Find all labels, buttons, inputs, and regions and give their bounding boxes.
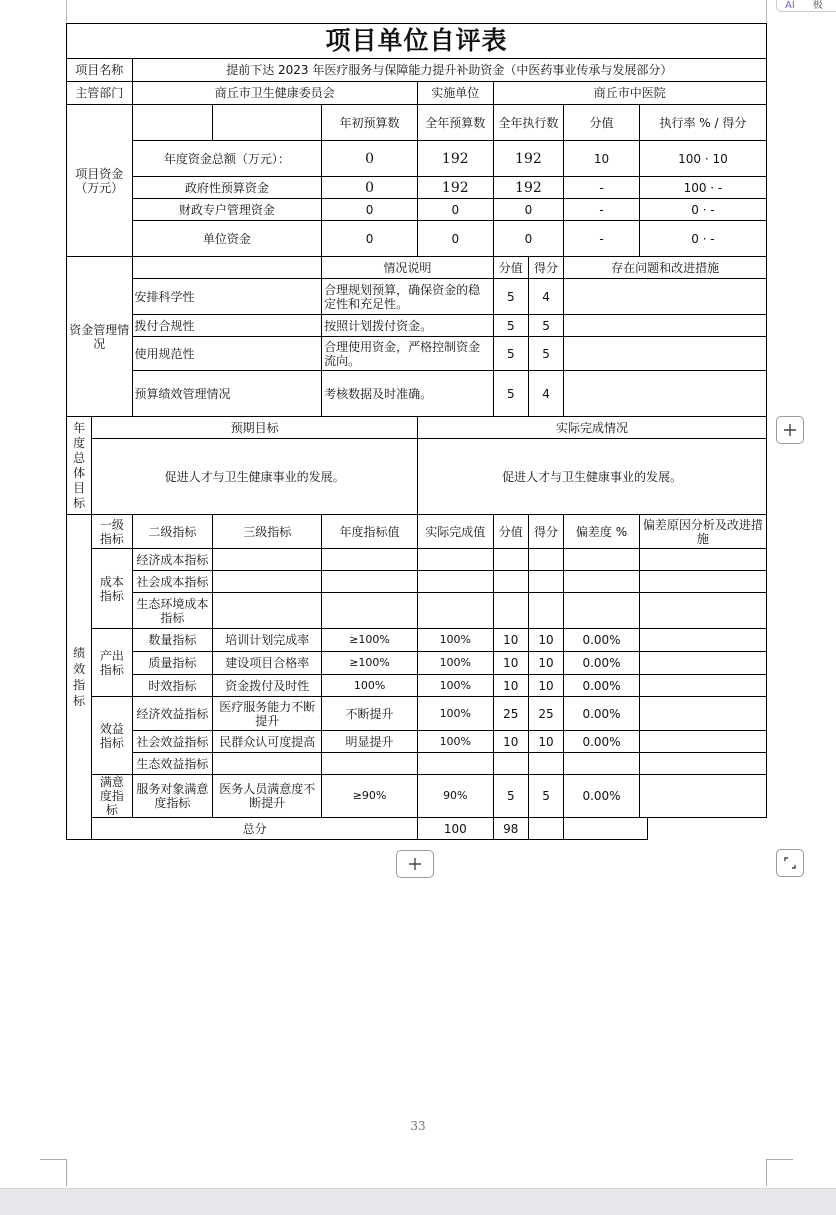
funds-row-executed: 192	[493, 177, 564, 199]
funds-label: 项目资金（万元）	[67, 105, 133, 257]
funds-header-rate: 执行率 %	[659, 115, 711, 130]
perf-row-l3	[213, 753, 322, 775]
perf-row-actual	[417, 549, 493, 571]
impl-unit-label: 实施单位	[417, 82, 493, 105]
funds-row-score-value: -	[564, 177, 640, 199]
funds-row-rate-score: 0 · -	[639, 199, 766, 221]
mgmt-row-issue	[564, 279, 767, 315]
perf-row-value: 10	[493, 629, 528, 652]
mgmt-row-name: 预算绩效管理情况	[132, 371, 322, 417]
page-number: 33	[410, 1119, 426, 1133]
perf-row-l3	[213, 549, 322, 571]
project-name-value: 提前下达 2023 年医疗服务与保障能力提升补助资金（中医药事业传承与发展部分）	[132, 59, 766, 82]
mgmt-header-score: 得分	[528, 257, 563, 279]
goals-expected-label: 预期目标	[92, 417, 418, 439]
perf-satisfaction-label: 满意度指标	[92, 775, 132, 818]
perf-row-actual: 100%	[417, 675, 493, 697]
page-edge-right	[766, 0, 767, 22]
total-score: 98	[493, 818, 528, 840]
funds-row-initial: 0	[322, 199, 418, 221]
funds-row-executed: 0	[493, 199, 564, 221]
add-row-button[interactable]	[776, 416, 804, 444]
mgmt-row-value: 5	[493, 371, 528, 417]
perf-label: 绩效指标	[67, 515, 92, 840]
ai-toolbar-chip[interactable]	[776, 0, 836, 12]
funds-row-score: 10	[712, 151, 728, 166]
funds-row-score: -	[717, 180, 723, 195]
funds-row-rate-score: 100 · -	[639, 177, 766, 199]
goals-actual-text: 促进人才与卫生健康事业的发展。	[417, 439, 766, 515]
perf-row-reason	[639, 675, 766, 697]
perf-row-actual: 90%	[417, 775, 493, 818]
perf-row-l3: 资金拨付及时性	[213, 675, 322, 697]
perf-row-score: 10	[528, 731, 563, 753]
funds-row-rate: 0	[691, 231, 699, 246]
funds-row-executed: 192	[493, 141, 564, 177]
funds-row-executed: 0	[493, 221, 564, 257]
perf-row-l2: 生态环境成本指标	[132, 593, 213, 629]
table-title: 项目单位自评表	[67, 24, 767, 59]
funds-header-executed: 全年执行数	[493, 105, 564, 141]
perf-row-deviation: 0.00%	[564, 731, 640, 753]
funds-header-rate-score: 执行率 % / 得分	[639, 105, 766, 141]
perf-row-value: 10	[493, 675, 528, 697]
mgmt-row-score: 4	[528, 279, 563, 315]
perf-row-value: 10	[493, 652, 528, 675]
perf-row-score	[528, 753, 563, 775]
perf-header-reason: 偏差原因分析及改进措施	[639, 515, 766, 549]
perf-row-value	[493, 593, 528, 629]
page-edge-left	[66, 0, 67, 22]
perf-row-l2: 服务对象满意度指标	[132, 775, 213, 818]
perf-row-value: 5	[493, 775, 528, 818]
perf-row-actual	[417, 593, 493, 629]
perf-row-l3	[213, 571, 322, 593]
funds-header-score: 得分	[722, 115, 747, 130]
perf-row-reason	[639, 652, 766, 675]
mgmt-row-score: 4	[528, 371, 563, 417]
perf-row-deviation	[564, 571, 640, 593]
table-resize-handle[interactable]	[776, 849, 804, 877]
mgmt-row-name: 使用规范性	[132, 337, 322, 371]
perf-row-deviation: 0.00%	[564, 652, 640, 675]
perf-row-target: 100%	[322, 675, 418, 697]
mgmt-row-name: 安排科学性	[132, 279, 322, 315]
total-blank	[528, 818, 563, 840]
perf-row-score: 10	[528, 675, 563, 697]
funds-header-initial: 年初预算数	[322, 105, 418, 141]
mgmt-row-desc: 合理规划预算，确保资金的稳定性和充足性。	[322, 279, 493, 315]
perf-row-actual	[417, 571, 493, 593]
mgmt-row-issue	[564, 337, 767, 371]
perf-header-l1: 一级指标	[92, 515, 132, 549]
funds-row-name: 政府性预算资金	[132, 177, 322, 199]
perf-row-reason	[639, 629, 766, 652]
resize-corner-icon	[783, 856, 797, 870]
perf-row-deviation	[564, 593, 640, 629]
goals-actual-label: 实际完成情况	[417, 417, 766, 439]
goals-label: 年度总体目标	[67, 417, 92, 515]
mgmt-row-issue	[564, 315, 767, 337]
total-label: 总分	[92, 818, 418, 840]
perf-row-reason	[639, 697, 766, 731]
funds-blank-header	[132, 105, 213, 141]
perf-row-actual: 100%	[417, 652, 493, 675]
perf-header-l3: 三级指标	[213, 515, 322, 549]
perf-header-deviation: 偏差度 %	[564, 515, 640, 549]
perf-row-l3	[213, 593, 322, 629]
goals-expected-text: 促进人才与卫生健康事业的发展。	[92, 439, 418, 515]
perf-row-value: 25	[493, 697, 528, 731]
perf-row-score: 10	[528, 652, 563, 675]
perf-row-actual: 100%	[417, 629, 493, 652]
funds-row-rate: 0	[691, 202, 699, 217]
funds-row-score-value: 10	[564, 141, 640, 177]
funds-header-spacer	[213, 105, 322, 141]
perf-output-label: 产出指标	[92, 629, 132, 697]
funds-header-score-value: 分值	[564, 105, 640, 141]
perf-row-score: 25	[528, 697, 563, 731]
page-corner-mark-right	[766, 1159, 793, 1186]
mgmt-header-desc: 情况说明	[322, 257, 493, 279]
authority-value: 商丘市卫生健康委员会	[132, 82, 417, 105]
total-blank-2	[564, 818, 648, 840]
funds-row-name: 年度资金总额（万元）：	[132, 141, 322, 177]
total-value: 100	[417, 818, 493, 840]
perf-row-reason	[639, 593, 766, 629]
perf-row-target: ≥100%	[322, 629, 418, 652]
perf-row-deviation	[564, 753, 640, 775]
funds-row-rate: 100	[678, 151, 701, 166]
perf-row-deviation: 0.00%	[564, 697, 640, 731]
perf-row-l2: 社会效益指标	[132, 731, 213, 753]
funds-row-rate: 100	[683, 180, 707, 195]
mgmt-row-score: 5	[528, 337, 563, 371]
funds-row-annual: 0	[417, 199, 493, 221]
mgmt-row-desc: 按照计划拨付资金。	[322, 315, 493, 337]
perf-row-l3: 医疗服务能力不断提升	[213, 697, 322, 731]
perf-header-score: 得分	[528, 515, 563, 549]
funds-header-annual: 全年预算数	[417, 105, 493, 141]
mgmt-header-blank	[132, 257, 322, 279]
perf-row-score	[528, 571, 563, 593]
mgmt-row-desc: 考核数据及时准确。	[322, 371, 493, 417]
perf-row-score: 5	[528, 775, 563, 818]
perf-row-score: 10	[528, 629, 563, 652]
impl-unit-value: 商丘市中医院	[493, 82, 766, 105]
perf-row-reason	[639, 731, 766, 753]
perf-row-value	[493, 549, 528, 571]
perf-cost-label: 成本指标	[92, 549, 132, 629]
perf-row-value: 10	[493, 731, 528, 753]
perf-row-target: 不断提升	[322, 697, 418, 731]
funds-row-rate-score: 0 · -	[639, 221, 766, 257]
mgmt-row-value: 5	[493, 337, 528, 371]
funds-row-score: -	[710, 231, 715, 246]
perf-row-reason	[639, 775, 766, 818]
perf-row-target	[322, 593, 418, 629]
funds-row-annual: 0	[417, 221, 493, 257]
mgmt-label: 资金管理情况	[67, 257, 133, 417]
perf-row-target	[322, 571, 418, 593]
perf-row-l2: 数量指标	[132, 629, 213, 652]
funds-row-initial: 0	[322, 177, 418, 199]
perf-row-actual: 100%	[417, 731, 493, 753]
perf-row-value	[493, 571, 528, 593]
funds-row-rate-score: 100 · 10	[639, 141, 766, 177]
perf-row-l3: 建设项目合格率	[213, 652, 322, 675]
perf-row-score	[528, 593, 563, 629]
perf-row-target: 明显提升	[322, 731, 418, 753]
funds-row-score-value: -	[564, 199, 640, 221]
perf-header-value: 分值	[493, 515, 528, 549]
perf-row-l2: 生态效益指标	[132, 753, 213, 775]
perf-header-actual: 实际完成值	[417, 515, 493, 549]
perf-row-target: ≥100%	[322, 652, 418, 675]
perf-header-l2: 二级指标	[132, 515, 213, 549]
funds-row-initial: 0	[322, 141, 418, 177]
perf-row-target	[322, 549, 418, 571]
perf-row-l2: 质量指标	[132, 652, 213, 675]
funds-row-initial: 0	[322, 221, 418, 257]
perf-row-score	[528, 549, 563, 571]
perf-row-l3: 医务人员满意度不断提升	[213, 775, 322, 818]
bottom-status-bar	[0, 1188, 836, 1215]
mgmt-row-value: 5	[493, 279, 528, 315]
perf-row-l2: 经济成本指标	[132, 549, 213, 571]
ai-chip-label: AI	[785, 0, 795, 11]
funds-row-annual: 192	[417, 177, 493, 199]
mgmt-row-desc: 合理使用资金，严格控制资金流向。	[322, 337, 493, 371]
perf-row-target: ≥90%	[322, 775, 418, 818]
perf-row-deviation: 0.00%	[564, 675, 640, 697]
add-table-row-button[interactable]	[396, 850, 434, 878]
mgmt-header-value: 分值	[493, 257, 528, 279]
perf-row-l3: 民群众认可度提高	[213, 731, 322, 753]
mgmt-header-issue: 存在问题和改进措施	[564, 257, 767, 279]
funds-row-name: 单位资金	[132, 221, 322, 257]
project-name-label: 项目名称	[67, 59, 133, 82]
perf-row-target	[322, 753, 418, 775]
mgmt-row-name: 拨付合规性	[132, 315, 322, 337]
funds-row-score-value: -	[564, 221, 640, 257]
perf-row-reason	[639, 753, 766, 775]
page-corner-mark-left	[40, 1159, 67, 1186]
plus-icon	[407, 856, 423, 872]
perf-row-deviation: 0.00%	[564, 775, 640, 818]
perf-row-l3: 培训计划完成率	[213, 629, 322, 652]
funds-row-score: -	[710, 202, 715, 217]
perf-row-l2: 社会成本指标	[132, 571, 213, 593]
funds-row-annual: 192	[417, 141, 493, 177]
funds-row-name: 财政专户管理资金	[132, 199, 322, 221]
perf-row-deviation	[564, 549, 640, 571]
perf-row-actual: 100%	[417, 697, 493, 731]
perf-row-l2: 时效指标	[132, 675, 213, 697]
perf-row-reason	[639, 549, 766, 571]
perf-row-deviation: 0.00%	[564, 629, 640, 652]
perf-row-actual	[417, 753, 493, 775]
mgmt-row-issue	[564, 371, 767, 417]
perf-header-target: 年度指标值	[322, 515, 418, 549]
plus-icon	[782, 422, 798, 438]
mgmt-row-value: 5	[493, 315, 528, 337]
perf-row-l2: 经济效益指标	[132, 697, 213, 731]
mgmt-row-score: 5	[528, 315, 563, 337]
self-evaluation-table	[66, 23, 767, 840]
perf-row-reason	[639, 571, 766, 593]
authority-label: 主管部门	[67, 82, 133, 105]
perf-benefit-label: 效益指标	[92, 697, 132, 775]
perf-row-value	[493, 753, 528, 775]
ai-chip-label-2: 极	[812, 0, 823, 11]
